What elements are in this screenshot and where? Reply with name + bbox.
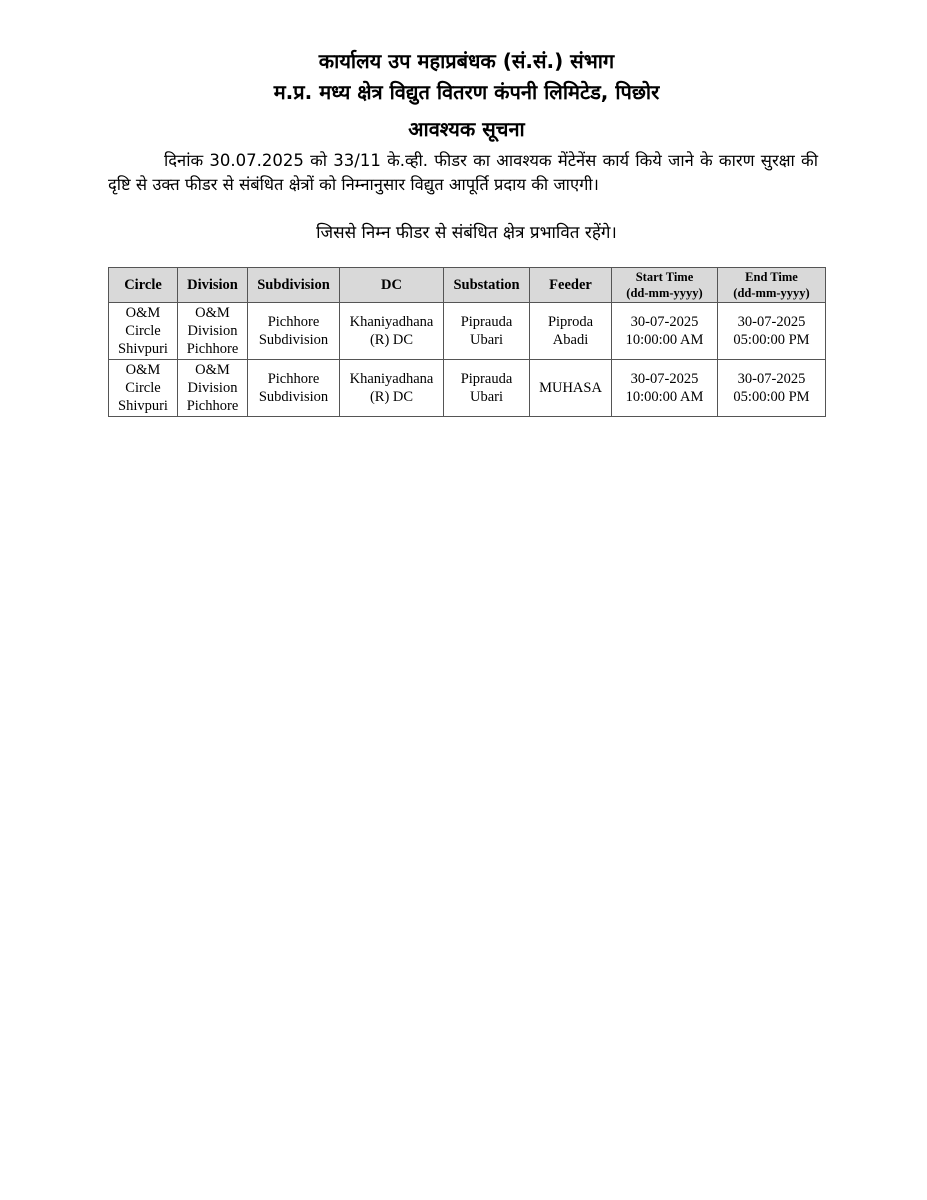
header-start-time — [612, 268, 718, 303]
affected-areas-line: जिससे निम्न फीडर से संबंधित क्षेत्र प्रभावित रहेंगे। — [316, 223, 617, 243]
header-end-label: End Time — [745, 270, 798, 284]
cell-feeder: Piproda Abadi — [530, 303, 612, 360]
header-end-format: (dd-mm-yyyy) — [733, 286, 810, 300]
outage-schedule-table — [108, 267, 826, 417]
cell-circle: O&M Circle Shivpuri — [109, 303, 178, 360]
header-start-format: (dd-mm-yyyy) — [626, 286, 703, 300]
header-end-time — [718, 268, 826, 303]
notice-paragraph: दिनांक 30.07.2025 को 33/11 के.व्ही. फीडर का आवश्यक मेंटेनेंस कार्य किये जाने के कारण सुरक्षा की दृष्टि से उक्त फीडर से संबंधित क्षेत्रों को निम्नानुसार विद्युत आपूर्ति प्रदाय की जाएगी। — [108, 151, 818, 194]
cell-subdivision: Pichhore Subdivision — [248, 303, 340, 360]
company-name: म.प्र. मध्य क्षेत्र विद्युत वितरण कंपनी लिमिटेड, पिछोर — [273, 80, 660, 104]
cell-start-time: 30-07-2025 10:00:00 AM — [612, 303, 718, 360]
cell-substation: Piprauda Ubari — [444, 360, 530, 417]
cell-subdivision: Pichhore Subdivision — [248, 360, 340, 417]
cell-end-time: 30-07-2025 05:00:00 PM — [718, 360, 826, 417]
cell-division: O&M Division Pichhore — [178, 360, 248, 417]
header-substation: Substation — [444, 268, 530, 303]
cell-substation: Piprauda Ubari — [444, 303, 530, 360]
cell-division: O&M Division Pichhore — [178, 303, 248, 360]
table-row — [109, 360, 826, 417]
header-division: Division — [178, 268, 248, 303]
cell-feeder: MUHASA — [530, 360, 612, 417]
header-feeder: Feeder — [530, 268, 612, 303]
cell-end-time: 30-07-2025 05:00:00 PM — [718, 303, 826, 360]
office-title: कार्यालय उप महाप्रबंधक (सं.सं.) संभाग — [318, 49, 615, 73]
header-circle: Circle — [109, 268, 178, 303]
table-row — [109, 303, 826, 360]
header-subdivision: Subdivision — [248, 268, 340, 303]
cell-start-time: 30-07-2025 10:00:00 AM — [612, 360, 718, 417]
notice-heading: आवश्यक सूचना — [408, 117, 525, 141]
header-start-label: Start Time — [635, 270, 694, 284]
header-dc: DC — [340, 268, 444, 303]
table-header-row — [109, 268, 826, 303]
cell-circle: O&M Circle Shivpuri — [109, 360, 178, 417]
cell-dc: Khaniyadhana (R) DC — [340, 303, 444, 360]
cell-dc: Khaniyadhana (R) DC — [340, 360, 444, 417]
